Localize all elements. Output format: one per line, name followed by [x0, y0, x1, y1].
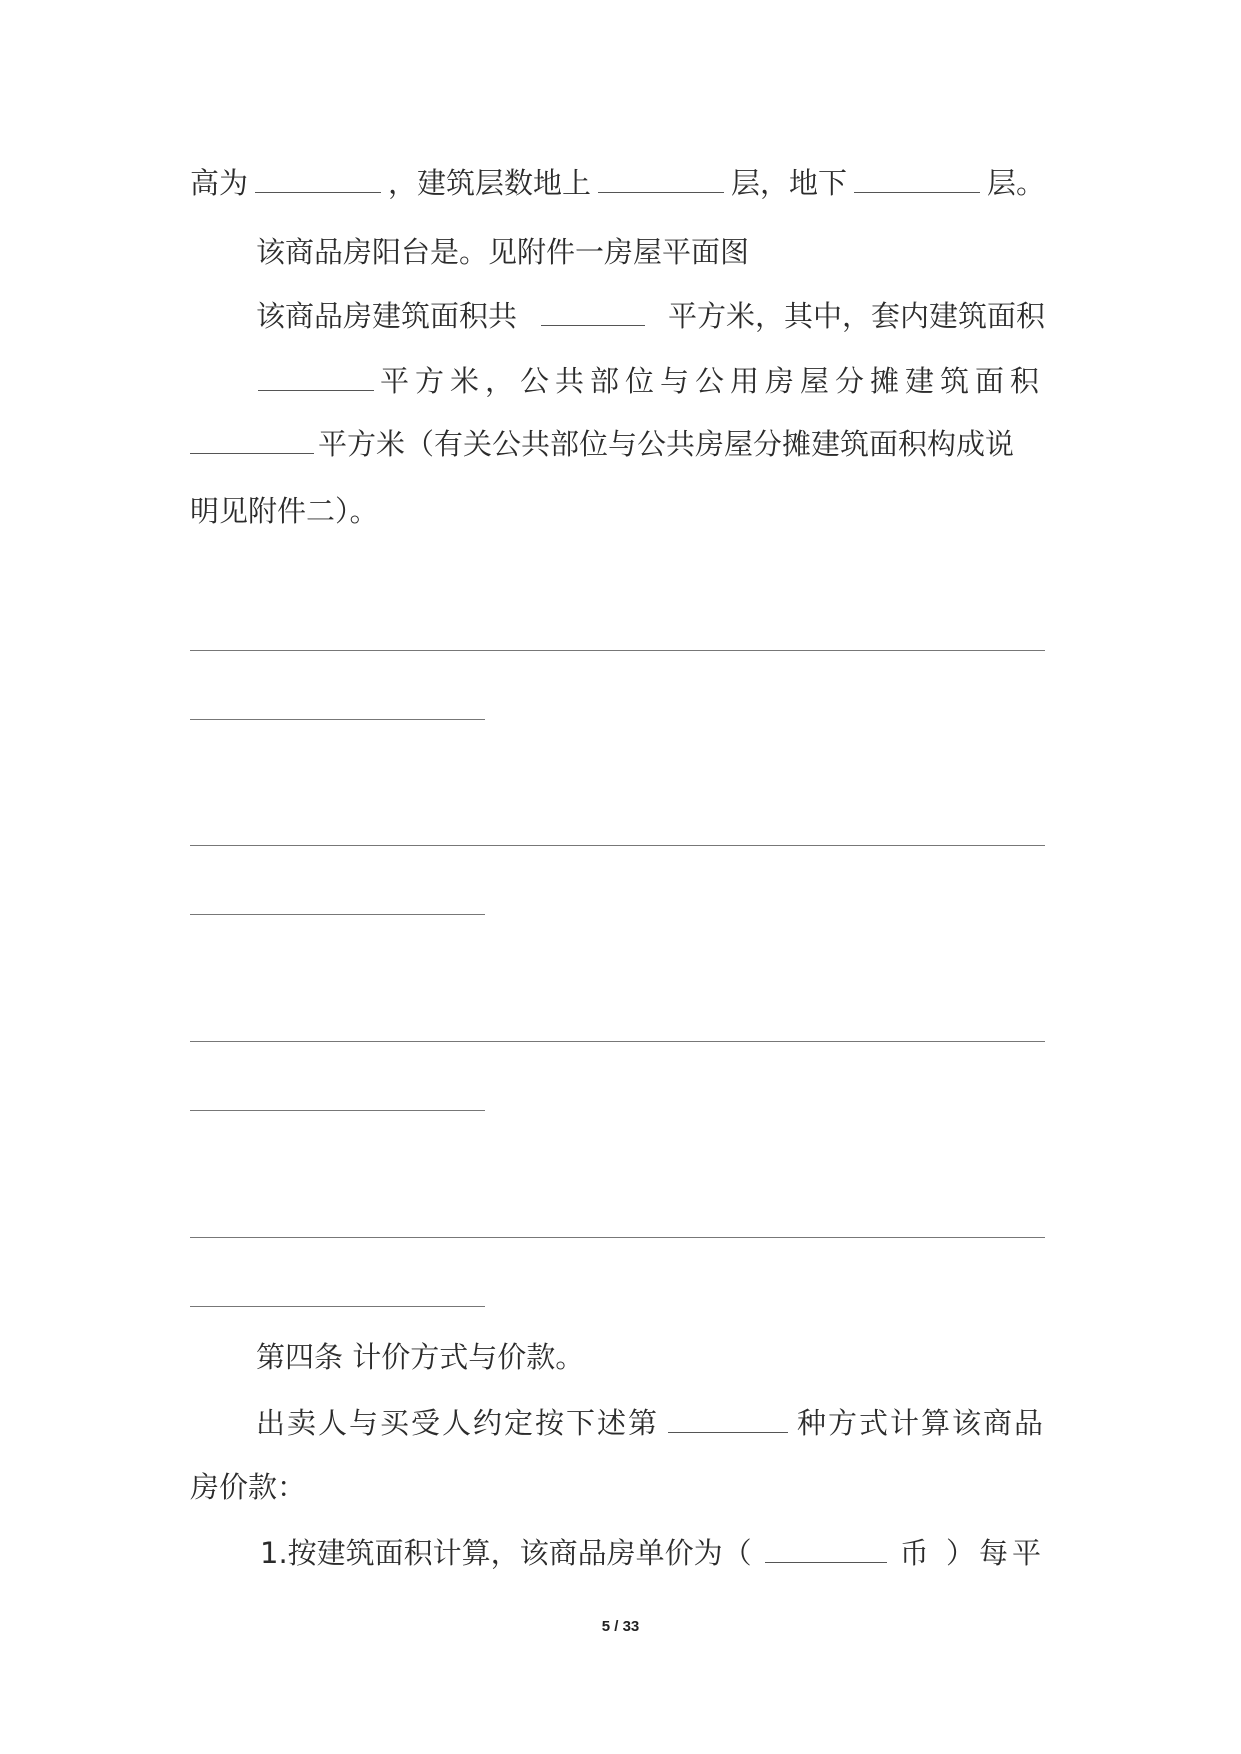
page-number: 5 / 33	[601, 1618, 640, 1635]
blank-area-inner	[258, 362, 374, 391]
blank-fill-line	[190, 650, 1045, 651]
blank-fill-line-short	[190, 1306, 485, 1307]
paragraph-area-shared	[190, 424, 1045, 464]
blank-floors-below	[854, 164, 980, 193]
paragraph-area-total	[256, 296, 1045, 336]
text-area-shared-label: 平方米，公共部位与公用房屋分摊建筑面积	[379, 364, 1045, 398]
blank-area-shared	[190, 425, 314, 454]
text-item-1-label: 1.按建筑面积计算，该商品房单价为（	[260, 1536, 752, 1570]
paragraph-pricing-method-cont: 房价款：	[190, 1470, 307, 1504]
paragraph-attachment-ref: 明见附件二）。	[190, 494, 379, 528]
text-pricing-method-end: 种方式计算该商品	[796, 1406, 1045, 1440]
text-item-1-end: 币 ）每平	[899, 1536, 1045, 1570]
text-area-inner-label: 平方米，其中，套内建筑面积	[667, 299, 1045, 333]
paragraph-pricing-method	[256, 1403, 1045, 1443]
blank-floors-above	[598, 164, 724, 193]
paragraph-balcony: 该商品房阳台是。见附件一房屋平面图	[256, 235, 750, 269]
blank-fill-line-short	[190, 719, 485, 720]
paragraph-line-height-floors	[190, 163, 1045, 203]
article-4-heading: 第四条 计价方式与价款。	[256, 1340, 585, 1374]
text-area-total-label: 该商品房建筑面积共	[256, 299, 518, 333]
text-height-label: 高为	[190, 166, 249, 200]
text-area-shared-note: 平方米（有关公共部位与公共房屋分摊建筑面积构成说	[318, 427, 1015, 461]
blank-fill-line-short	[190, 914, 485, 915]
blank-unit-price-currency	[765, 1534, 887, 1563]
blank-height	[255, 164, 381, 193]
blank-fill-line	[190, 845, 1045, 846]
text-pricing-method-label: 出卖人与买受人约定按下述第	[256, 1406, 660, 1440]
text-floors-end: 层。	[986, 166, 1045, 200]
text-floors-below-label: 层，地下	[730, 166, 847, 200]
paragraph-area-inner	[258, 361, 1045, 401]
blank-fill-line	[190, 1237, 1045, 1238]
blank-pricing-method	[668, 1404, 788, 1433]
paragraph-item-1	[260, 1533, 1045, 1573]
blank-fill-line	[190, 1041, 1045, 1042]
text-floors-above-label: ，建筑层数地上	[387, 166, 591, 200]
blank-area-total	[541, 297, 645, 326]
blank-fill-line-short	[190, 1110, 485, 1111]
